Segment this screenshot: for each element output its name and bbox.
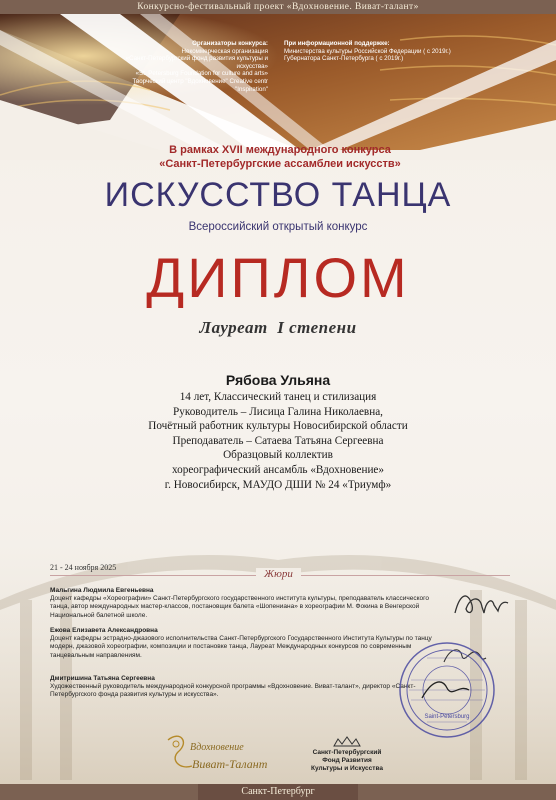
organizers-line: «Санкт-Петербургский фонд развития культуры и искусства» xyxy=(125,55,268,70)
foundation-logo xyxy=(292,736,402,773)
foundation-name-line: Культуры и Искусства xyxy=(311,765,383,772)
organizers-line: Творческий центр "Вдохновение" Creative centr "Inspiration" xyxy=(132,77,268,93)
jury-member-bio: Художественный руководитель международной конкурсной программы «Вдохновение. Виват-талант», директор «Санкт-Петербургского фонда развития культуры и искусства». xyxy=(50,683,416,699)
detail-line: Руководитель – Лисица Галина Николаевна, xyxy=(173,405,383,418)
contest-intro xyxy=(140,143,420,171)
jury-member-bio: Доцент кафедры эстрадно-джазового исполнительства Санкт-Петербургского Государственного Института Культуры по танцу модерн, джазовой хореографии, композиции и постановке танца, Лауреат Международных конкурсов по современным танцевальным направлениям. xyxy=(50,635,432,659)
recipient-details xyxy=(110,390,446,492)
organizers-line: Некоммерческая организация xyxy=(181,47,268,55)
project-banner: Конкурсно-фестивальный проект «Вдохновение. Виват-талант» xyxy=(0,0,556,14)
vdokhnovenie-logo xyxy=(160,730,280,780)
award-level: Лауреат I степени xyxy=(199,318,357,337)
jury-member xyxy=(50,675,450,700)
detail-line: 14 лет, Классический танец и стилизация xyxy=(179,391,377,403)
logo-emblem xyxy=(160,730,280,780)
jury-member-bio: Доцент кафедры «Хореографии» Санкт-Петербургского государственного института культуры, преподаватель классического танца, автор международных мастер-классов, постановщик балета «Шопениана» в хореографии М. Фокина в Венгерской Национальной балетной школе. xyxy=(50,595,429,619)
foundation-stamp xyxy=(397,640,497,740)
info-support-block xyxy=(284,40,484,63)
organizers-block xyxy=(118,40,268,93)
jury-member-name: Мальгина Людмила Евгеньевна xyxy=(50,587,154,594)
logo-left-line1: Вдохновение xyxy=(190,742,244,753)
event-date: 21 - 24 ноября 2025 xyxy=(50,563,117,572)
logo-left-line2: Виват-Талант xyxy=(192,757,268,771)
detail-line: хореографический ансамбль «Вдохновение» xyxy=(171,463,384,476)
jury-member-name: Дмитришина Татьяна Сергеевна xyxy=(50,675,155,682)
stamp-city: Saint-Petersburg xyxy=(424,714,470,720)
footer-city: Санкт-Петербург xyxy=(198,784,358,800)
contest-title: ИСКУССТВО ТАНЦА xyxy=(104,176,452,214)
jury-member xyxy=(50,587,450,620)
organizers-title: Организаторы конкурса: xyxy=(192,40,268,47)
crown-icon xyxy=(332,736,362,748)
jury-member xyxy=(50,627,450,660)
organizers-line: «St. Petersburg Foundation for culture and arts» xyxy=(135,70,268,78)
jury-member-name: Ежова Елизавета Александровна xyxy=(50,627,158,634)
foundation-name-line: Фонд Развития xyxy=(322,757,372,764)
intro-line-1: В рамках XVII международного конкурса xyxy=(169,144,391,156)
diploma-title: ДИПЛОМ xyxy=(146,246,410,309)
info-support-line: Министерства культуры Российской Федерации ( с 2019г.) xyxy=(284,47,451,55)
info-support-title: При информационной поддержке: xyxy=(284,40,390,47)
detail-line: г. Новосибирск, МАУДО ДШИ № 24 «Триумф» xyxy=(164,478,392,491)
detail-line: Преподаватель – Сатаева Татьяна Сергеевна xyxy=(172,434,384,447)
detail-line: Почётный работник культуры Новосибирской области xyxy=(148,420,408,433)
detail-line: Образцовый коллектив xyxy=(223,449,333,462)
signature-malgina xyxy=(450,583,510,623)
jury-title: Жюри xyxy=(256,568,301,580)
contest-subtitle: Всероссийский открытый конкурс xyxy=(188,221,368,233)
info-support-line: Губернатора Санкт-Петербурга ( с 2019г.) xyxy=(284,55,404,63)
recipient-name: Рябова Ульяна xyxy=(225,372,331,388)
intro-line-2: «Санкт-Петербургские ассамблеи искусств» xyxy=(159,158,401,170)
foundation-name-line: Санкт-Петербургский xyxy=(312,749,382,756)
